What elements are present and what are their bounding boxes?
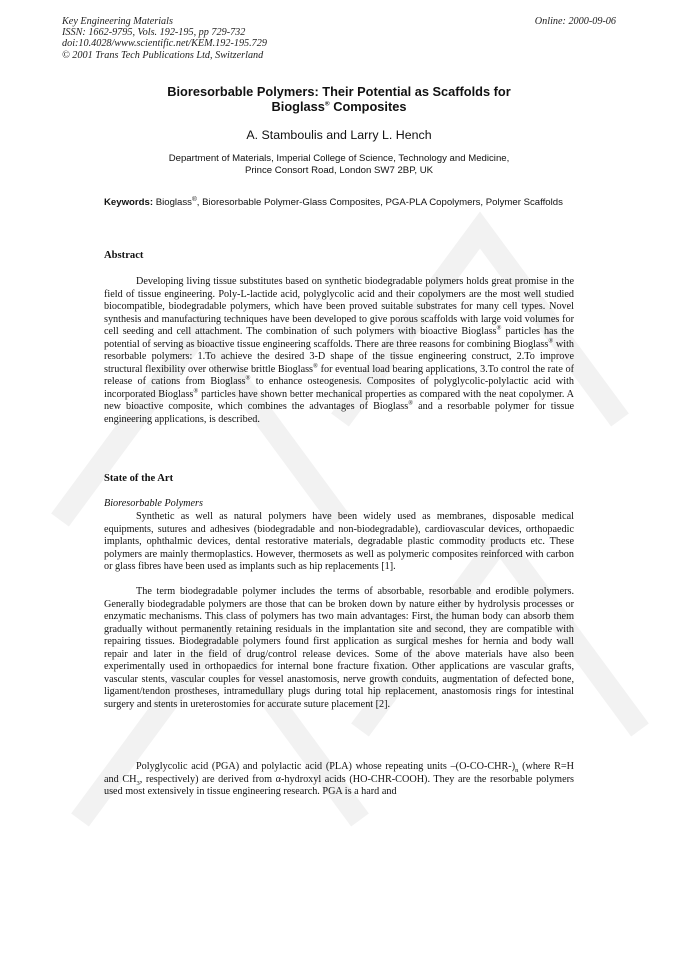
body-paragraph-3 bbox=[104, 761, 574, 799]
issn-line: ISSN: 1662-9795, Vols. 192-195, pp 729-732 bbox=[62, 27, 246, 39]
title-line-2 bbox=[100, 99, 578, 114]
abstract-paragraph bbox=[104, 276, 574, 427]
title-text: Bioglass bbox=[271, 99, 325, 114]
keywords-label: Keywords: bbox=[104, 197, 154, 208]
affiliation-line-1: Department of Materials, Imperial College of Science, Technology and Medicine, bbox=[168, 153, 510, 164]
affiliation bbox=[100, 153, 578, 177]
journal-header bbox=[62, 16, 267, 61]
authors: A. Stamboulis and Larry L. Hench bbox=[246, 128, 432, 142]
registered-mark: ® bbox=[324, 100, 330, 108]
abstract-heading: Abstract bbox=[104, 250, 144, 261]
copyright-line: © 2001 Trans Tech Publications Ltd, Switzerland bbox=[62, 49, 264, 61]
doi-line: doi:10.4028/www.scientific.net/KEM.192-195.729 bbox=[62, 38, 267, 50]
body-text: (where R=H and CH bbox=[104, 761, 575, 785]
journal-name: Key Engineering Materials bbox=[62, 16, 173, 27]
keywords bbox=[104, 197, 574, 209]
online-date: Online: 2000-09-06 bbox=[534, 16, 616, 27]
affiliation-line-2: Prince Consort Road, London SW7 2BP, UK bbox=[244, 165, 434, 176]
keywords-text: Bioglass bbox=[153, 197, 192, 208]
abstract-text: and a resorbable polymer for tissue engineering applications, is described. bbox=[104, 401, 574, 426]
body-paragraph-2: The term biodegradable polymer includes the terms of absorbable, resorbable and erodible polymers. Generally biodegradable polymers are those that can be broken down by nature either by hydrolysis processes or enzymatic mechanisms. This class of polymers has two main advantages: First, the human body can absorb them gradually without permanently retaining residuals in the implantation site and second, they are compatible with repairing tissues. Biodegradable polymers found first application as surgical meshes for hernia and body wall repair and later in the field of drug/control release devices. Some of the above materials have also been experimentally used in orthopaedics for internal bone fracture fixation. Other applications are vascular grafts, vascular stents, vascular couples for vessel anastomosis, nerve growth conduits, augmentation of defected bone, ligament/tendon prostheses, intramedullary plugs during total hip replacement, anastomosis rings for intestinal surgery and stents in ureterostomies for accurate suture placement [2]. bbox=[104, 586, 574, 710]
registered-mark: ® bbox=[193, 387, 199, 395]
subscript: 3 bbox=[136, 779, 140, 787]
body-text: , respectively) are derived from α-hydroxyl acids (HO-CHR-COOH). They are the resorbable polymers used most extensively in tissue engineering research. PGA is a hard and bbox=[104, 773, 574, 798]
registered-mark: ® bbox=[191, 195, 197, 203]
registered-mark: ® bbox=[313, 362, 318, 370]
abstract-text: with resorbable polymers: 1.To achieve the desired 3-D shape of the tissue engineering construct, 2.To improve structural flexibility over otherwise brittle Bioglass bbox=[104, 338, 574, 375]
state-of-art-heading: State of the Art bbox=[104, 473, 174, 484]
subscript: n bbox=[515, 767, 519, 775]
body-paragraph-1: Synthetic as well as natural polymers have been widely used as membranes, disposable medical equipments, sutures and adhesives (biodegradable and non-biodegradable), cardiovascular devices, orthopaedic implants, ophthalmic devices, dental restorative materials, degradable plastic commodity products etc. These polymers are mainly thermoplastics. However, thermosets as well as polymeric composites reinforced with carbon or glass fibres have been used as implants such as hip replacements [1]. bbox=[104, 511, 574, 573]
title-text: Composites bbox=[329, 99, 407, 114]
abstract-text: to enhance osteogenesis. Composites of polyglycolic-polylactic acid with incorporated Bioglass bbox=[104, 376, 575, 400]
registered-mark: ® bbox=[548, 337, 554, 345]
bioresorbable-polymers-subheading: Bioresorbable Polymers bbox=[104, 498, 203, 509]
abstract-text: for eventual load bearing applications, 3.To control the rate of release of cations from Bioglass bbox=[104, 363, 575, 388]
abstract-text: Developing living tissue substitutes based on synthetic biodegradable polymers holds great promise in the field of tissue engineering. Poly-L-lactide acid, polyglycolic acid and their copolymers are the most well studied biocompatible, biodegradable polymers, which have been proved suitable substrates for many cell types. Novel synthesis and manufacturing techniques have been developed to give porous scaffolds with large void volumes for cell seeding and cell attachment. The combination of such polymers with bioactive Bioglass bbox=[104, 276, 574, 338]
registered-mark: ® bbox=[408, 400, 414, 408]
abstract-text: particles has the potential of serving as bioactive tissue engineering scaffolds. There are three reasons for combining Bioglass bbox=[104, 326, 574, 350]
title-line-1: Bioresorbable Polymers: Their Potential as Scaffolds for bbox=[167, 84, 511, 99]
registered-mark: ® bbox=[245, 374, 251, 382]
abstract-text: particles have shown better mechanical properties as compared with the neat copolymer. A new bioactive composite, which combines the advantages of Bioglass bbox=[104, 388, 574, 413]
registered-mark: ® bbox=[496, 324, 502, 332]
paper-title bbox=[100, 84, 578, 114]
body-text: Polyglycolic acid (PGA) and polylactic acid (PLA) whose repeating units –(O-CO-CHR-) bbox=[136, 761, 516, 772]
keywords-text: , Bioresorbable Polymer-Glass Composites, PGA-PLA Copolymers, Polymer Scaffolds bbox=[196, 197, 563, 208]
